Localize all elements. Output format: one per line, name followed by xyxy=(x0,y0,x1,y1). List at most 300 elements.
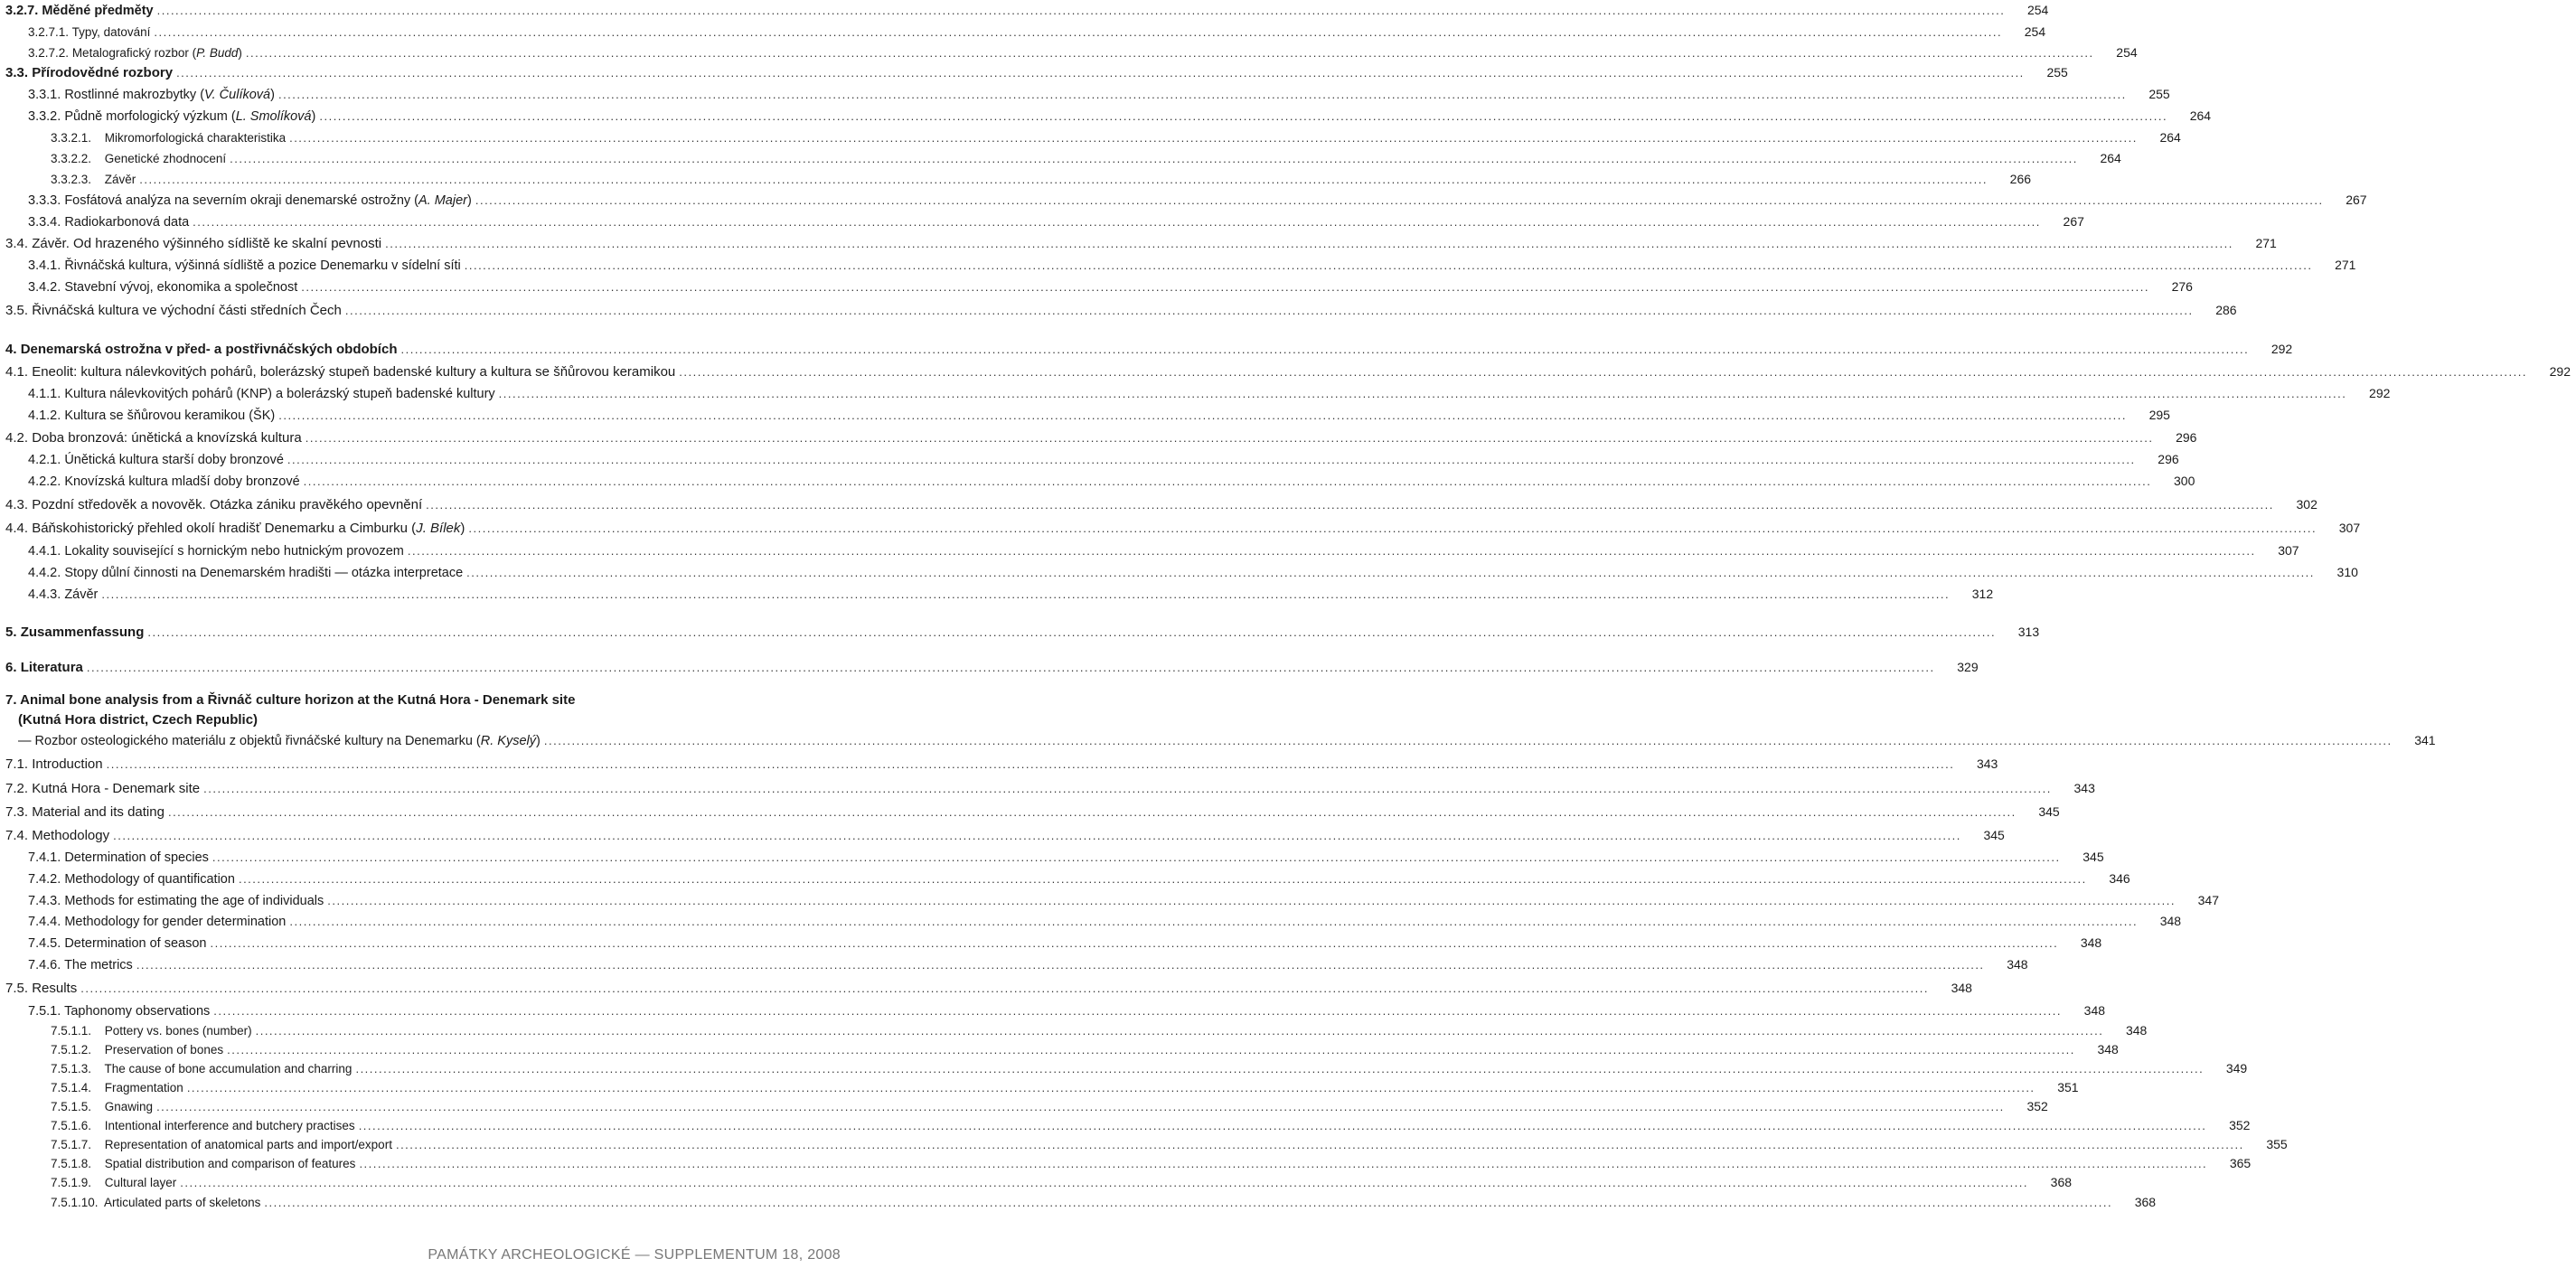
toc-entry-author: A. Majer xyxy=(418,193,467,208)
toc-entry-number: 5. xyxy=(5,625,17,640)
dot-leader: ................................................................................................................................................................................................................................................................................................................................................................................................................ xyxy=(139,173,1988,186)
toc-entry[interactable] xyxy=(0,1189,2157,1209)
toc-entry-title xyxy=(51,1138,392,1151)
toc-entry-number: 7.2. xyxy=(5,781,29,796)
toc-entry-label: Eneolit: kultura nálevkovitých pohárů, bolerázský stupeň badenské kultury a kultura se šňůrovou keramikou xyxy=(32,364,676,380)
toc-entry-number: 7.5.1.6. xyxy=(51,1119,92,1132)
toc-entry-number: 7.4.6. xyxy=(28,958,61,972)
toc-entry[interactable] xyxy=(0,469,2195,489)
toc-entry-label: The cause of bone accumulation and charring xyxy=(104,1062,353,1075)
toc-entry-page: 310 xyxy=(2336,565,2358,579)
dot-leader: ................................................................................................................................................................................................................................................................................................................................................................................................................ xyxy=(278,409,2127,422)
toc-entry-title xyxy=(5,364,675,380)
toc-entry-number: 7.4.4. xyxy=(28,915,61,929)
toc-entry-title xyxy=(51,1024,252,1038)
toc-entry-label: Material and its dating xyxy=(32,804,165,820)
toc-entry-label: Methodology of quantification xyxy=(64,872,235,887)
toc-entry-title xyxy=(5,342,397,357)
toc-entry-label: Methodology for gender determination xyxy=(64,915,287,929)
toc-entry-title xyxy=(51,1062,352,1075)
toc-entry-title xyxy=(28,25,150,39)
toc-entry-label: Pozdní středověk a novověk. Otázka zániku pravěkého opevnění xyxy=(32,497,423,512)
toc-entry-label: Kultura se šňůrovou keramikou (ŠK) xyxy=(64,409,276,423)
toc-entry-title xyxy=(28,587,98,602)
dot-leader: ................................................................................................................................................................................................................................................................................................................................................................................................................ xyxy=(180,1176,2029,1189)
toc-entry-label: Introduction xyxy=(32,756,103,772)
toc-entry-label: Methodology xyxy=(32,828,110,843)
toc-entry-title xyxy=(51,152,226,165)
toc-entry[interactable] xyxy=(0,953,2028,972)
toc-entry-label: Knovízská kultura mladší doby bronzové xyxy=(64,474,300,489)
toc-entry-label: Gnawing xyxy=(104,1100,154,1113)
toc-entry-title xyxy=(28,894,324,908)
dot-leader: ................................................................................................................................................................................................................................................................................................................................................................................................................ xyxy=(543,734,2393,747)
toc-entry-label: Metalografický rozbor xyxy=(71,46,189,60)
toc-entry-title: 3.3.3. Fosfátová analýza na severním okraji denemarské ostrožny (A. Majer) xyxy=(28,193,472,208)
toc-entry-number: 4.1.2. xyxy=(28,409,61,423)
toc-entry-page: 349 xyxy=(2225,1061,2248,1075)
toc-entry[interactable] xyxy=(0,800,2060,820)
toc-entry-author: R. Kyselý xyxy=(480,734,537,748)
toc-entry-number: 3.2.7. xyxy=(5,4,39,18)
toc-entry-number: 4.4.1. xyxy=(28,544,61,559)
toc-entry-title xyxy=(28,872,235,887)
toc-entry-title xyxy=(5,303,342,318)
toc-entry-label: Denemarská ostrožna v před- a postřivnáčských obdobích xyxy=(20,342,398,357)
toc-entry-title xyxy=(28,280,297,295)
toc-entry[interactable] xyxy=(0,188,2367,208)
toc-entry-page: 352 xyxy=(2026,1099,2048,1113)
dot-leader: ................................................................................................................................................................................................................................................................................................................................................................................................................ xyxy=(289,131,2138,145)
dot-leader: ................................................................................................................................................................................................................................................................................................................................................................................................................ xyxy=(101,587,1951,601)
toc-entry[interactable] xyxy=(0,403,2170,423)
toc-entry-label: Results xyxy=(32,981,78,996)
dot-leader: ................................................................................................................................................................................................................................................................................................................................................................................................................ xyxy=(86,661,1935,674)
toc-entry[interactable] xyxy=(0,752,1998,772)
toc-entry-page: 348 xyxy=(1951,981,1972,995)
toc-entry[interactable] xyxy=(0,1113,2251,1132)
toc-entry[interactable] xyxy=(0,337,2293,357)
toc-entry-page: 341 xyxy=(2414,733,2436,747)
toc-entry-title xyxy=(51,1157,355,1170)
toc-entry-author: V. Čulíková xyxy=(204,88,271,102)
toc-entry-title xyxy=(51,173,136,186)
toc-entry[interactable] xyxy=(0,620,2040,640)
toc-entry-number: 4.4. xyxy=(5,521,29,536)
toc-entry-author: L. Smolíková xyxy=(235,109,312,124)
toc-entry-page: 329 xyxy=(1957,660,1979,674)
toc-entry[interactable] xyxy=(0,0,2049,18)
toc-entry-title xyxy=(28,915,286,929)
toc-entry[interactable] xyxy=(0,40,2138,60)
toc-entry-number: 7.5.1.3. xyxy=(51,1062,92,1075)
dot-leader: ................................................................................................................................................................................................................................................................................................................................................................................................................ xyxy=(154,25,2003,39)
toc-entry-number: 4.3. xyxy=(5,497,29,512)
toc-entry-page: 346 xyxy=(2109,871,2130,886)
dot-leader: ................................................................................................................................................................................................................................................................................................................................................................................................................ xyxy=(136,958,1985,972)
dot-leader: ................................................................................................................................................................................................................................................................................................................................................................................................................ xyxy=(407,544,2256,558)
dot-leader: ................................................................................................................................................................................................................................................................................................................................................................................................................ xyxy=(303,474,2152,488)
toc-entry-number: 4.4.2. xyxy=(28,566,61,580)
toc-entry-number: 7.5.1.1. xyxy=(51,1024,92,1038)
toc-entry-page: 295 xyxy=(2148,408,2170,422)
dot-leader: ................................................................................................................................................................................................................................................................................................................................................................................................................ xyxy=(167,805,2017,819)
toc-entry[interactable] xyxy=(0,360,2571,380)
toc-entry-title xyxy=(28,215,189,230)
toc-entry-title: 3.3.2. Půdně morfologický výzkum (L. Smolíková) xyxy=(28,109,316,124)
toc-entry-number: 7.1. xyxy=(5,756,29,772)
toc-entry-number: 3.4.2. xyxy=(28,280,61,295)
toc-entry-title xyxy=(51,1081,183,1094)
chapter-7-title-line-1: 7. Animal bone analysis from a Řivnáč culture horizon at the Kutná Hora - Denemark site xyxy=(5,692,576,708)
dot-leader: ................................................................................................................................................................................................................................................................................................................................................................................................................ xyxy=(385,237,2233,250)
toc-entry[interactable] xyxy=(0,298,2237,318)
toc-entry-number: 4. xyxy=(5,342,17,357)
dot-leader: ................................................................................................................................................................................................................................................................................................................................................................................................................ xyxy=(344,304,2194,317)
toc-entry-page: 351 xyxy=(2057,1080,2079,1094)
toc-entry-page: 348 xyxy=(2080,935,2102,950)
toc-entry[interactable] xyxy=(0,823,2005,843)
toc-entry-page: 348 xyxy=(2083,1003,2106,1018)
chapter-7-title-line-2: (Kutná Hora district, Czech Republic) xyxy=(18,712,259,728)
toc-entry[interactable] xyxy=(0,210,2084,230)
toc-entry-page: 348 xyxy=(2097,1042,2119,1057)
dot-leader: ................................................................................................................................................................................................................................................................................................................................................................................................................ xyxy=(210,936,2059,950)
toc-entry-number: 4.2.1. xyxy=(28,453,61,467)
toc-entry-number: 7.5.1.4. xyxy=(51,1081,92,1094)
toc-entry[interactable] xyxy=(0,19,2046,39)
toc-entry-title xyxy=(28,958,133,972)
dot-leader: ................................................................................................................................................................................................................................................................................................................................................................................................................ xyxy=(113,829,1961,842)
toc-entry-number: 3.3.2.1. xyxy=(51,131,92,145)
toc-entry-number: 6. xyxy=(5,660,17,675)
dot-leader: ................................................................................................................................................................................................................................................................................................................................................................................................................ xyxy=(395,1138,2244,1151)
toc-entry-label: Řivnáčská kultura ve východní části středních Čech xyxy=(32,303,342,318)
dot-leader: ................................................................................................................................................................................................................................................................................................................................................................................................................ xyxy=(193,215,2041,229)
toc-entry-title: 3.3.1. Rostlinné makrozbytky (V. Čulíková) xyxy=(28,88,275,102)
toc-entry-label: Báňskohistorický přehled okolí hradišť Denemarku a Cimburku xyxy=(32,521,409,536)
toc-entry-page: 276 xyxy=(2171,279,2193,294)
dot-leader: ................................................................................................................................................................................................................................................................................................................................................................................................................ xyxy=(176,66,2025,80)
dot-leader: ................................................................................................................................................................................................................................................................................................................................................................................................................ xyxy=(106,757,1955,771)
dot-leader: ................................................................................................................................................................................................................................................................................................................................................................................................................ xyxy=(355,1062,2205,1075)
toc-entry-page: 348 xyxy=(2125,1023,2148,1038)
dot-leader: ................................................................................................................................................................................................................................................................................................................................................................................................................ xyxy=(289,915,2139,928)
toc-entry-author: P. Budd xyxy=(196,46,239,60)
toc-entry[interactable] xyxy=(0,447,2179,467)
toc-entry-label: Stopy důlní činnosti na Denemarském hradišti — otázka interpretace xyxy=(64,566,464,580)
toc-entry-page: 255 xyxy=(2046,65,2068,80)
toc-entry-label: Pottery vs. bones (number) xyxy=(104,1024,252,1038)
toc-entry-number: 4.2. xyxy=(5,430,29,446)
toc-entry-label: Mikromorfologická charakteristika xyxy=(104,131,287,145)
toc-entry-number: 4.1.1. xyxy=(28,387,61,401)
toc-entry[interactable] xyxy=(0,253,2356,273)
toc-entry-label: Intentional interference and butchery practises xyxy=(104,1119,355,1132)
toc-entry[interactable] xyxy=(0,1037,2119,1057)
toc-entry-page: 266 xyxy=(2009,172,2032,186)
toc-entry-number: 4.1. xyxy=(5,364,29,380)
toc-entry-title xyxy=(5,756,103,772)
toc-entry-title xyxy=(5,781,200,796)
toc-entry-number: 7.5.1.7. xyxy=(51,1138,92,1151)
toc-entry-page: 292 xyxy=(2369,386,2391,400)
toc-entry[interactable] xyxy=(0,845,2104,865)
toc-entry-author: J. Bílek xyxy=(416,521,461,536)
toc-entry[interactable] xyxy=(0,728,2436,748)
toc-entry-page: 292 xyxy=(2549,364,2571,379)
toc-entry-number: 7.5.1.2. xyxy=(51,1043,92,1057)
toc-entry-number: 3.2.7.2. xyxy=(28,46,70,60)
toc-entry-label: Zusammenfassung xyxy=(20,625,145,640)
toc-entry-number: 3.3.4. xyxy=(28,215,61,230)
toc-entry-title xyxy=(28,409,275,423)
toc-entry-label: Kutná Hora - Denemark site xyxy=(32,781,201,796)
toc-entry-label: Půdně morfologický výzkum xyxy=(64,109,228,124)
dot-leader: ................................................................................................................................................................................................................................................................................................................................................................................................................ xyxy=(212,850,2061,864)
toc-entry-page: 348 xyxy=(2159,914,2182,928)
toc-entry-label: Stavební vývoj, ekonomika a společnost xyxy=(64,280,298,295)
toc-entry-page: 313 xyxy=(2017,625,2040,639)
toc-entry-title xyxy=(5,660,83,675)
dot-leader: ................................................................................................................................................................................................................................................................................................................................................................................................................ xyxy=(358,1119,2207,1132)
toc-entry-page: 343 xyxy=(1976,756,1998,771)
dot-leader: ................................................................................................................................................................................................................................................................................................................................................................................................................ xyxy=(277,88,2127,101)
toc-entry-number: 4.4.3. xyxy=(28,587,61,602)
toc-entry[interactable] xyxy=(0,1132,2288,1151)
toc-entry-label: The metrics xyxy=(64,958,133,972)
toc-entry-number: 7.3. xyxy=(5,804,29,820)
toc-entry[interactable] xyxy=(0,655,1979,675)
dot-leader: ................................................................................................................................................................................................................................................................................................................................................................................................................ xyxy=(203,782,2052,795)
toc-entry-title xyxy=(5,4,154,18)
dot-leader: ................................................................................................................................................................................................................................................................................................................................................................................................................ xyxy=(213,1004,2063,1018)
toc-entry-label: Kultura nálevkovitých pohárů (KNP) a bolerázský stupeň badenské kultury xyxy=(64,387,495,401)
toc-entry[interactable] xyxy=(0,1056,2248,1075)
toc-entry-label: Genetické zhodnocení xyxy=(104,152,227,165)
toc-entry[interactable] xyxy=(0,909,2182,929)
toc-entry-page: 296 xyxy=(2176,430,2197,445)
toc-entry-page: 307 xyxy=(2338,521,2361,535)
toc-entry[interactable] xyxy=(0,999,2106,1019)
toc-entry-label: Cultural layer xyxy=(104,1176,177,1189)
toc-entry-label: Únětická kultura starší doby bronzové xyxy=(64,453,284,467)
toc-entry-title xyxy=(5,804,165,820)
toc-entry-page: 368 xyxy=(2050,1175,2073,1189)
toc-entry[interactable] xyxy=(0,426,2197,446)
toc-entry-page: 345 xyxy=(2038,804,2060,819)
toc-entry-number: 7.5.1.9. xyxy=(51,1176,92,1189)
toc-entry-title xyxy=(51,1043,223,1057)
toc-entry-page: 352 xyxy=(2229,1118,2251,1132)
toc-entry-number: 7.4.2. xyxy=(28,872,61,887)
toc-entry-page: 307 xyxy=(2278,543,2299,558)
toc-entry[interactable] xyxy=(0,931,2102,951)
dot-leader: ................................................................................................................................................................................................................................................................................................................................................................................................................ xyxy=(464,258,2313,272)
toc-entry-page: 271 xyxy=(2255,236,2277,250)
dot-leader: ................................................................................................................................................................................................................................................................................................................................................................................................................ xyxy=(264,1196,2113,1209)
toc-entry-label: Přírodovědné rozbory xyxy=(32,65,174,80)
footer: PAMÁTKY ARCHEOLOGICKÉ — SUPPLEMENTUM 18, 2008 xyxy=(428,1247,841,1263)
toc-entry-number: 7.5.1.10. xyxy=(51,1196,99,1209)
toc-entry-page: 286 xyxy=(2215,303,2237,317)
toc-entry-page: 355 xyxy=(2266,1137,2288,1151)
toc-entry[interactable] xyxy=(0,275,2193,295)
toc-entry[interactable] xyxy=(0,1094,2048,1113)
toc-entry-page: 345 xyxy=(2082,850,2104,864)
toc-entry[interactable] xyxy=(0,976,1972,996)
toc-entry-page: 348 xyxy=(2007,957,2028,972)
toc-entry-page: 264 xyxy=(2189,108,2212,123)
toc-entry-title: 3.2.7.2. Metalografický rozbor (P. Budd) xyxy=(28,46,242,60)
toc-entry-title xyxy=(28,474,300,489)
toc-entry-label: Literatura xyxy=(20,660,83,675)
toc-entry-title xyxy=(51,1119,355,1132)
toc-entry[interactable] xyxy=(0,1151,2252,1170)
toc-entry-page: 264 xyxy=(2100,151,2121,165)
toc-entry-number: 3.3.2.3. xyxy=(51,173,92,186)
toc-entry[interactable] xyxy=(0,125,2181,145)
toc-entry-page: 267 xyxy=(2346,193,2367,207)
dot-leader: ................................................................................................................................................................................................................................................................................................................................................................................................................ xyxy=(305,431,2154,445)
toc-entry-label: Spatial distribution and comparison of features xyxy=(104,1157,356,1170)
toc-entry-number: 3.4.1. xyxy=(28,258,61,273)
toc-entry-title xyxy=(5,625,144,640)
toc-entry[interactable] xyxy=(0,888,2219,908)
dot-leader: ................................................................................................................................................................................................................................................................................................................................................................................................................ xyxy=(186,1081,2035,1094)
toc-entry-title xyxy=(28,453,284,467)
toc-entry-number: 3.2.7.1. xyxy=(28,25,70,39)
toc-entry-label: Representation of anatomical parts and import/export xyxy=(104,1138,392,1151)
dot-leader: ................................................................................................................................................................................................................................................................................................................................................................................................................ xyxy=(245,46,2094,60)
toc-entry[interactable] xyxy=(0,166,2032,186)
toc-entry-title xyxy=(5,828,109,843)
toc-entry-label: Fragmentation xyxy=(104,1081,183,1094)
toc-entry[interactable] xyxy=(0,146,2121,165)
toc-entry-label: — Rozbor osteologického materiálu z objektů řivnáčské kultury na Denemarku xyxy=(18,734,473,748)
toc-entry[interactable] xyxy=(0,61,2068,80)
toc-entry-number: 3.3.2. xyxy=(28,109,61,124)
dot-leader: ................................................................................................................................................................................................................................................................................................................................................................................................................ xyxy=(327,894,2176,907)
toc-entry[interactable] xyxy=(0,776,2095,796)
toc-entry-number: 3.3.3. xyxy=(28,193,61,208)
toc-entry-page: 254 xyxy=(2026,3,2049,17)
toc-entry-number: 3.4. xyxy=(5,236,29,251)
toc-entry-number: 4.2.2. xyxy=(28,474,61,489)
toc-entry[interactable] xyxy=(0,539,2299,559)
toc-entry-title xyxy=(5,236,381,251)
dot-leader: ................................................................................................................................................................................................................................................................................................................................................................................................................ xyxy=(498,387,2347,400)
toc-entry[interactable] xyxy=(0,104,2212,124)
toc-entry-number: 7.4.5. xyxy=(28,936,61,951)
toc-entry-page: 368 xyxy=(2134,1195,2157,1209)
toc-entry[interactable] xyxy=(0,231,2277,251)
toc-entry-number: 7.5. xyxy=(5,981,29,996)
toc-entry-page: 365 xyxy=(2229,1156,2252,1170)
toc-entry-title xyxy=(28,936,206,951)
toc-entry-label: Preservation of bones xyxy=(104,1043,224,1057)
toc-entry-title xyxy=(51,131,286,145)
toc-entry-number: 7.5.1. xyxy=(28,1004,61,1019)
dot-leader: ................................................................................................................................................................................................................................................................................................................................................................................................................ xyxy=(466,566,2315,579)
dot-leader: ................................................................................................................................................................................................................................................................................................................................................................................................................ xyxy=(156,4,2006,17)
toc-entry-label: Rostlinné makrozbytky xyxy=(64,88,197,102)
toc-entry[interactable] xyxy=(0,1075,2079,1094)
dot-leader: ................................................................................................................................................................................................................................................................................................................................................................................................................ xyxy=(227,1043,2075,1057)
toc-entry-title xyxy=(28,544,404,559)
toc-entry-label: Methods for estimating the age of individuals xyxy=(64,894,324,908)
toc-entry-number: 3.5. xyxy=(5,303,29,318)
toc-entry[interactable] xyxy=(0,516,2361,536)
toc-entry-title: 4.4. Báňskohistorický přehled okolí hradišť Denemarku a Cimburku (J. Bílek) xyxy=(5,521,465,536)
dot-leader: ................................................................................................................................................................................................................................................................................................................................................................................................................ xyxy=(400,343,2250,356)
toc-entry-title xyxy=(28,258,461,273)
toc-entry-page: 302 xyxy=(2296,497,2317,512)
toc-entry-page: 254 xyxy=(2116,45,2138,60)
toc-entry-label: Radiokarbonová data xyxy=(64,215,190,230)
toc-entry[interactable] xyxy=(0,560,2358,580)
toc-entry-number: 7.4. xyxy=(5,828,29,843)
toc-entry[interactable] xyxy=(0,1018,2148,1038)
toc-entry[interactable] xyxy=(0,82,2170,102)
dot-leader: ................................................................................................................................................................................................................................................................................................................................................................................................................ xyxy=(475,193,2324,207)
toc-entry-number: 3.3. xyxy=(5,65,29,80)
toc-entry-label: Měděné předměty xyxy=(42,4,154,18)
toc-entry[interactable] xyxy=(0,1169,2073,1189)
toc-entry-label: Determination of season xyxy=(64,936,207,951)
toc-entry-title xyxy=(51,1100,153,1113)
toc-entry-title xyxy=(28,387,495,401)
toc-entry-label: Závěr xyxy=(64,587,99,602)
toc-entry-title xyxy=(28,566,463,580)
toc-entry[interactable] xyxy=(0,867,2130,887)
toc-entry-number: 3.3.1. xyxy=(28,88,61,102)
toc-entry-title xyxy=(51,1176,176,1189)
toc-entry-page: 343 xyxy=(2073,781,2095,795)
dot-leader: ................................................................................................................................................................................................................................................................................................................................................................................................................ xyxy=(80,982,1929,995)
dot-leader: ................................................................................................................................................................................................................................................................................................................................................................................................................ xyxy=(156,1100,2005,1113)
dot-leader: ................................................................................................................................................................................................................................................................................................................................................................................................................ xyxy=(359,1157,2208,1170)
toc-entry[interactable] xyxy=(0,582,1994,602)
dot-leader: ................................................................................................................................................................................................................................................................................................................................................................................................................ xyxy=(230,152,2078,165)
toc-entry-label: Articulated parts of skeletons xyxy=(104,1196,261,1209)
toc-entry-label: Typy, datování xyxy=(71,25,151,39)
toc-entry-page: 312 xyxy=(1971,587,1994,601)
toc-entry-page: 271 xyxy=(2335,258,2356,272)
toc-entry[interactable] xyxy=(0,381,2391,401)
toc-entry-title xyxy=(5,65,173,80)
toc-entry-title xyxy=(28,1004,210,1019)
toc-entry-number: 7.4.1. xyxy=(28,850,61,865)
toc-entry-page: 345 xyxy=(1983,828,2005,842)
toc-entry-title xyxy=(28,850,209,865)
toc-entry-number: 7.5.1.8. xyxy=(51,1157,92,1170)
toc-entry-page: 254 xyxy=(2024,24,2046,39)
toc-entry-number: 7.4.3. xyxy=(28,894,61,908)
dot-leader: ................................................................................................................................................................................................................................................................................................................................................................................................................ xyxy=(426,498,2274,512)
toc-entry-label: Závěr. Od hrazeného výšinného sídliště ke skalní pevnosti xyxy=(32,236,382,251)
toc-entry-page: 347 xyxy=(2197,893,2219,907)
toc-entry[interactable] xyxy=(0,493,2317,512)
toc-entry-page: 267 xyxy=(2063,214,2084,229)
toc-entry-title: — Rozbor osteologického materiálu z objektů řivnáčské kultury na Denemarku (R. Kyselý) xyxy=(18,734,541,748)
dot-leader: ................................................................................................................................................................................................................................................................................................................................................................................................................ xyxy=(679,365,2527,379)
toc-entry-label: Lokality související s hornickým nebo hutnickým provozem xyxy=(64,544,404,559)
toc-entry-label: Fosfátová analýza na severním okraji denemarské ostrožny xyxy=(64,193,411,208)
toc-entry-page: 255 xyxy=(2148,87,2170,101)
dot-leader: ................................................................................................................................................................................................................................................................................................................................................................................................................ xyxy=(255,1024,2104,1038)
toc-entry-label: Závěr xyxy=(104,173,136,186)
